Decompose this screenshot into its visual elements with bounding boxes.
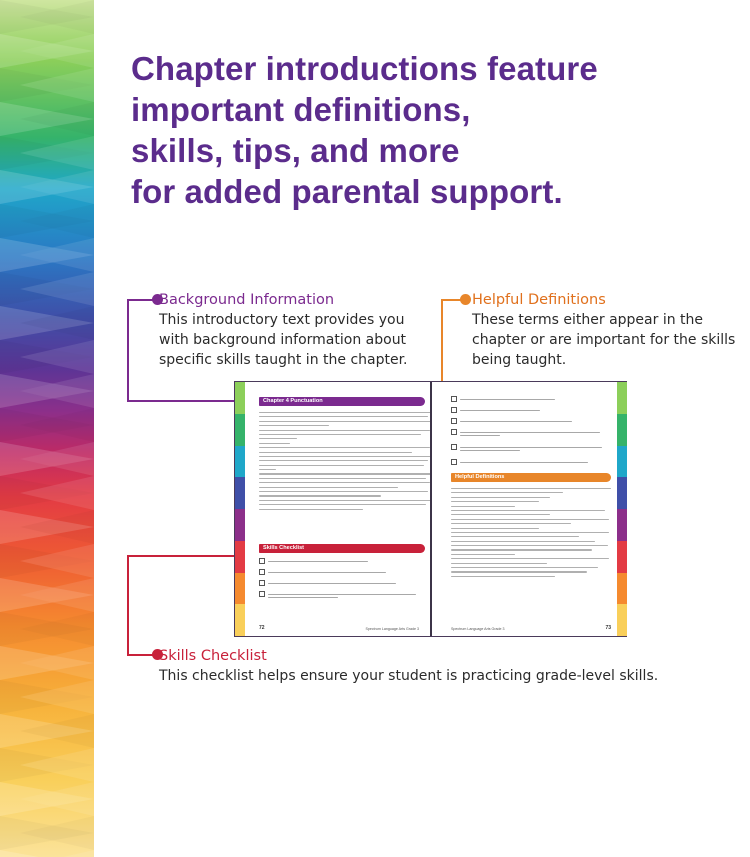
page-number: 73 xyxy=(605,625,611,631)
page-number: 72 xyxy=(259,625,265,631)
skills-checklist-banner: Skills Checklist xyxy=(259,544,425,553)
checklist-row xyxy=(259,591,416,598)
callout-body xyxy=(159,666,658,686)
checklist-row xyxy=(259,558,368,564)
callout-body xyxy=(159,310,408,370)
left-page-color-edge xyxy=(235,382,245,636)
callout-line: This introductory text provides you xyxy=(159,312,405,328)
page-headline xyxy=(131,48,731,212)
skills-connector-line xyxy=(127,654,155,656)
chapter-banner: Chapter 4 Punctuation xyxy=(259,397,425,406)
callout-line: chapter or are important for the skills xyxy=(472,332,736,348)
intro-text-block xyxy=(259,412,431,513)
right-page-color-edge xyxy=(617,382,627,636)
helpful-definitions-banner: Helpful Definitions xyxy=(451,473,611,482)
headline-line: skills, tips, and more xyxy=(131,132,460,169)
checklist-row xyxy=(451,418,572,424)
checklist-row xyxy=(259,569,386,575)
callout-line: with background information about xyxy=(159,332,407,348)
right-page xyxy=(431,382,627,636)
callout-line: specific skills taught in the chapter. xyxy=(159,352,408,368)
callout-title: Skills Checklist xyxy=(159,648,267,664)
checklist-row xyxy=(451,429,600,436)
callout-line: These terms either appear in the xyxy=(472,312,704,328)
callout-title: Helpful Definitions xyxy=(472,292,606,308)
headline-line: important definitions, xyxy=(131,91,471,128)
headline-line: for added parental support. xyxy=(131,173,563,210)
callout-title: Background Information xyxy=(159,292,335,308)
helpful-definitions-callout xyxy=(472,290,735,370)
background-information-callout xyxy=(159,290,408,370)
page-footer: Spectrum Language Arts Grade 3 xyxy=(451,627,505,631)
rainbow-stripe-decoration xyxy=(0,0,94,857)
background-connector-line xyxy=(127,299,129,401)
left-page xyxy=(235,382,431,636)
definitions-bullet-dot xyxy=(460,294,471,305)
callout-line: being taught. xyxy=(472,352,567,368)
headline-line: Chapter introductions feature xyxy=(131,50,598,87)
workbook-spread xyxy=(234,381,627,637)
skills-checklist-callout xyxy=(159,646,658,686)
definitions-text-block xyxy=(451,488,611,580)
page-footer: Spectrum Language Arts Grade 3 xyxy=(365,627,419,631)
checklist-row xyxy=(259,580,396,586)
skills-connector-line xyxy=(127,555,129,655)
checklist-row xyxy=(451,407,540,413)
callout-body xyxy=(472,310,735,370)
callout-line: This checklist helps ensure your student is practicing grade-level skills. xyxy=(159,668,659,684)
checklist-row xyxy=(451,396,555,402)
checklist-row xyxy=(451,459,588,465)
checklist-row xyxy=(451,444,602,451)
